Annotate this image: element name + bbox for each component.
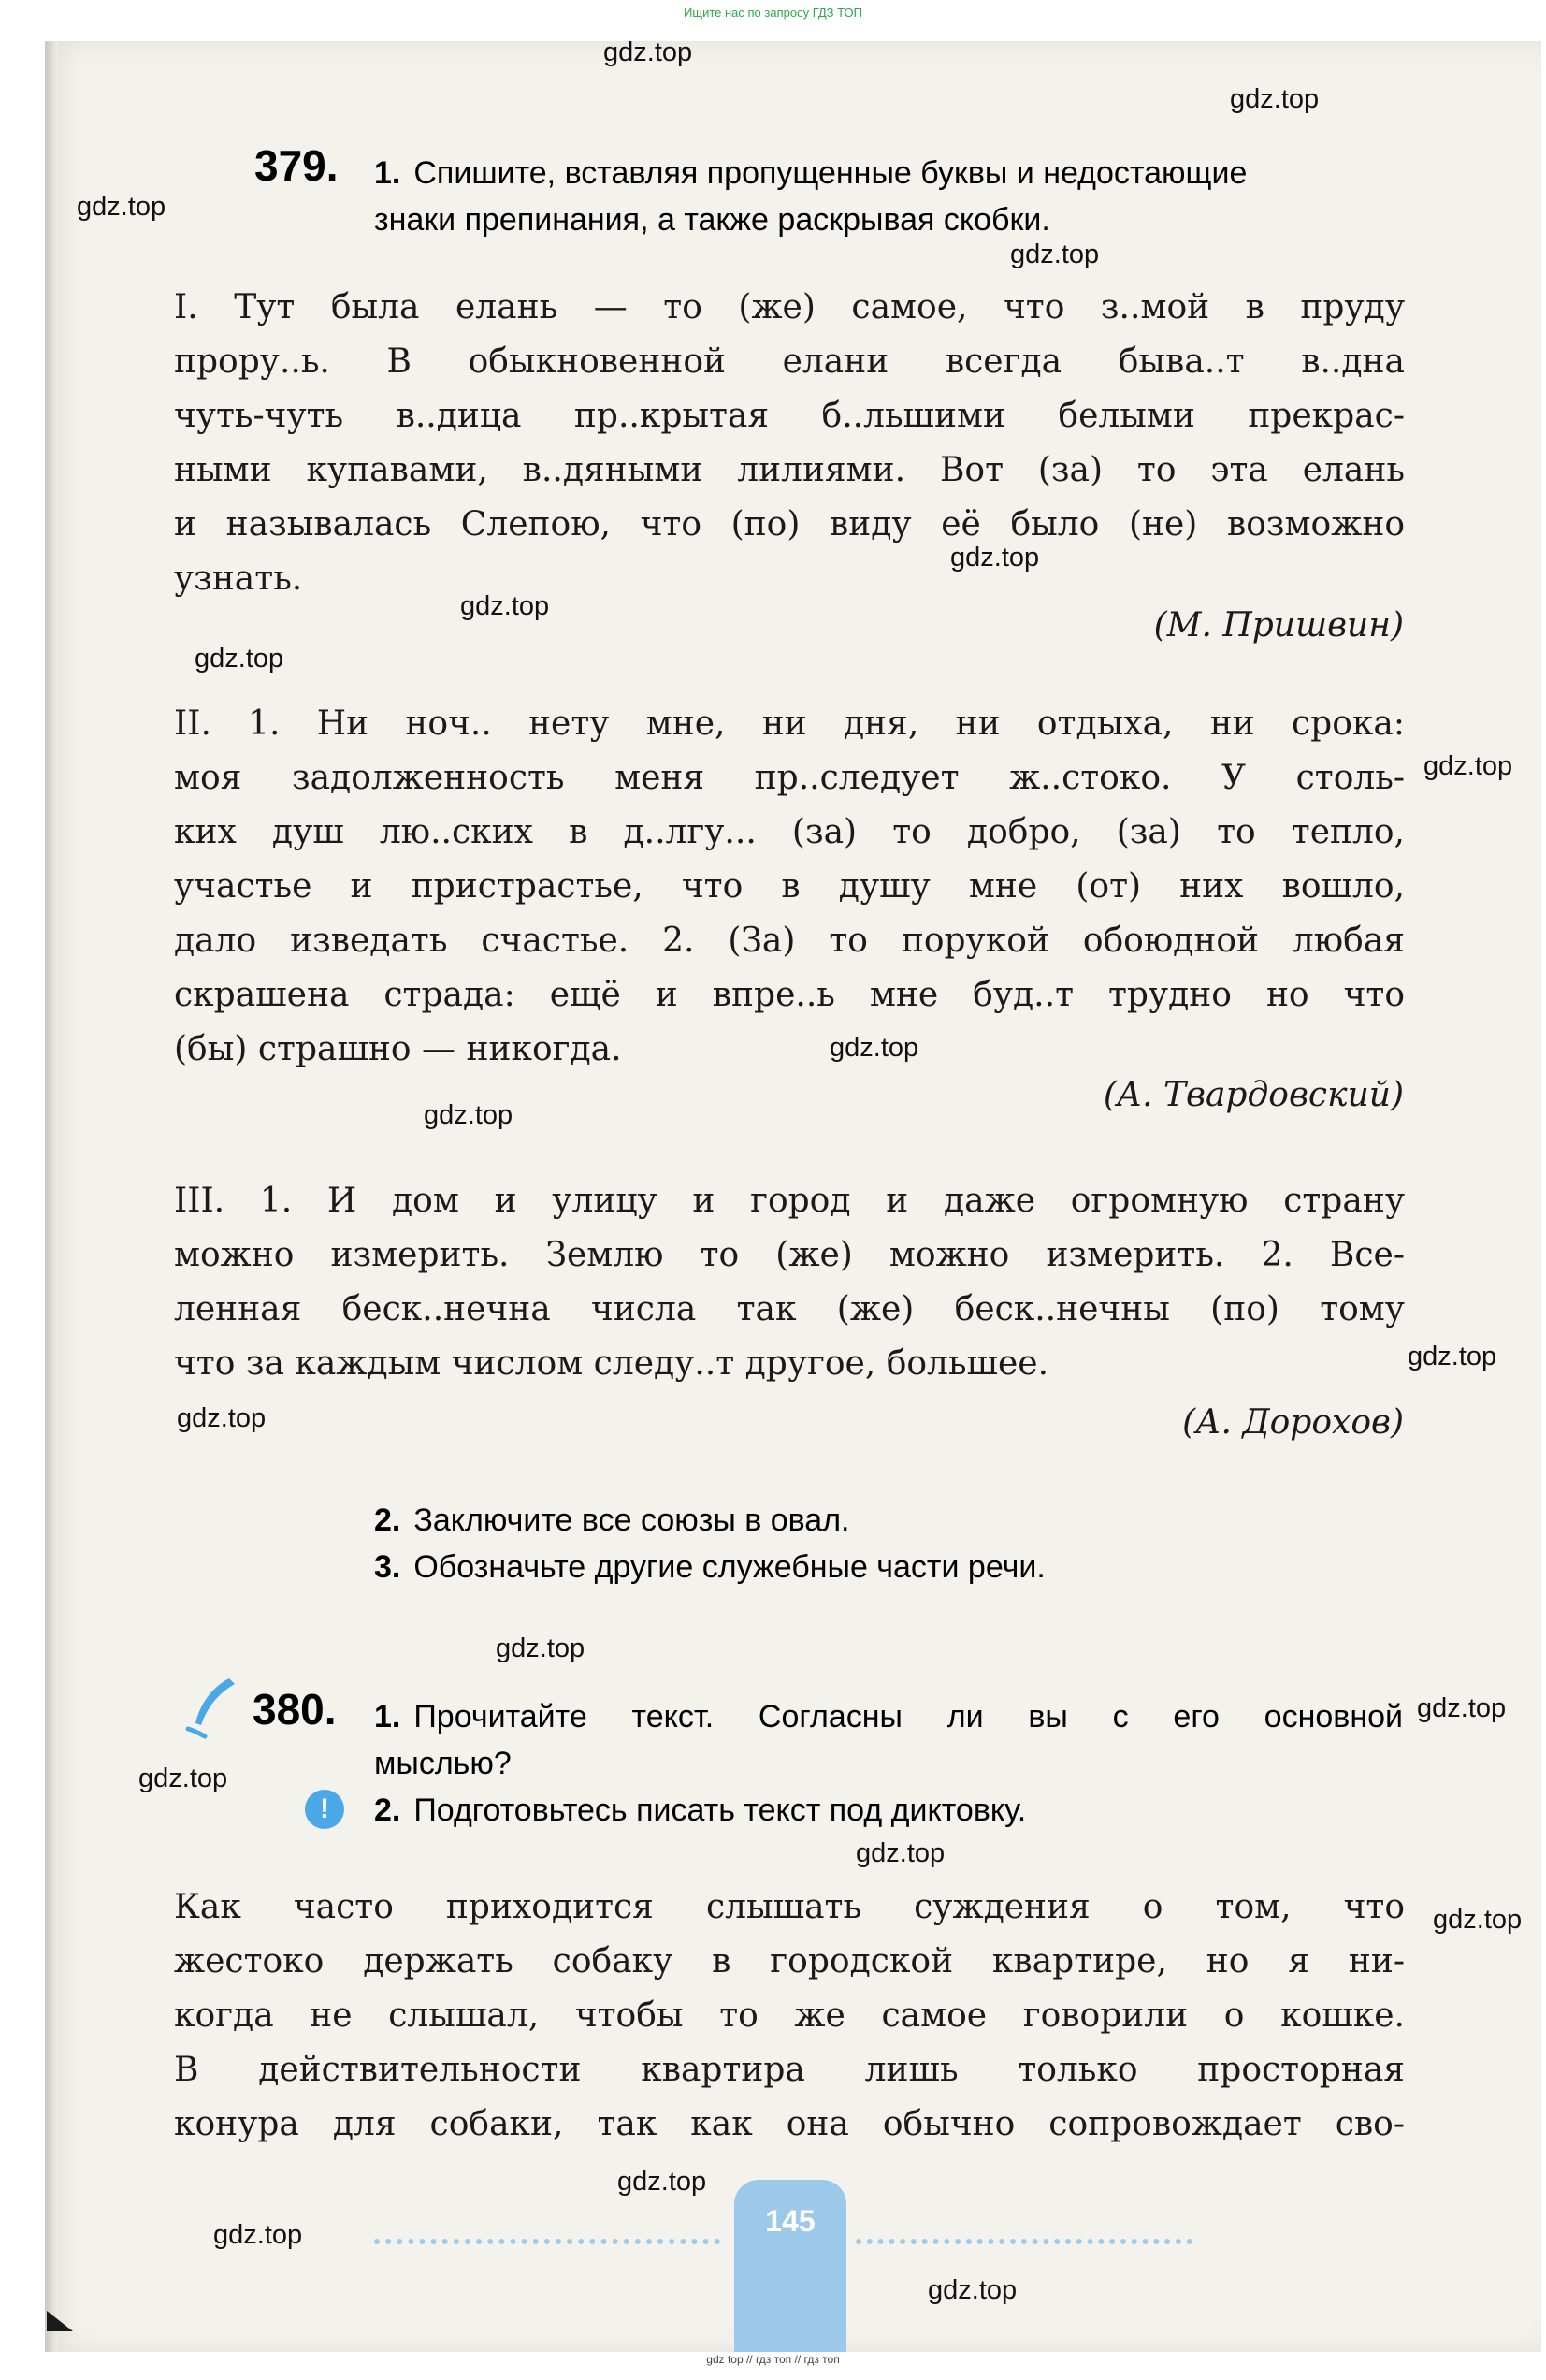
book-spine <box>45 41 58 2352</box>
watermark: gdz.top <box>1423 751 1513 781</box>
watermark: gdz.top <box>213 2220 303 2250</box>
watermark: gdz.top <box>1010 239 1100 269</box>
watermark: gdz.top <box>77 192 166 222</box>
text-line: III. 1. И дом и улицу и город и даже огромную страну <box>174 1182 1405 1220</box>
task-380-item-2 <box>374 1787 1440 1834</box>
text-line: что за каждым числом следу..т другое, большее. <box>174 1344 1049 1383</box>
watermark: gdz.top <box>1417 1693 1507 1723</box>
text-line: и называлась Слепою, что (по) виду её было (не) возможно <box>174 505 1405 544</box>
task-number-379: 379. <box>254 141 339 190</box>
watermark: gdz.top <box>1230 84 1320 114</box>
item-text: Заключите все союзы в овал. <box>413 1502 850 1538</box>
text-line: I. Тут была елань — то (же) самое, что з..мой в пруду <box>174 288 1405 327</box>
watermark: gdz.top <box>138 1763 228 1793</box>
item-number: 2. <box>374 1502 401 1538</box>
text-line: жестоко держать собаку в городской квартире, но я ни- <box>174 1942 1405 1981</box>
watermark: gdz.top <box>617 2167 707 2197</box>
item-number: 1. <box>374 155 401 191</box>
item-text: Обозначьте другие служебные части речи. <box>413 1549 1046 1585</box>
watermark: gdz.top <box>830 1033 919 1063</box>
author-prishvin: (М. Пришвин) <box>1153 606 1404 645</box>
footer-dotted-line-right <box>856 2239 1192 2252</box>
footer-dotted-line-left <box>374 2239 720 2252</box>
text-line: можно измерить. Землю то (же) можно измерить. 2. Все- <box>174 1236 1405 1274</box>
item-text: Прочитайте текст. Согласны ли вы с его основной <box>413 1699 1403 1734</box>
task-379-item-2 <box>374 1497 1440 1544</box>
watermark: gdz.top <box>950 543 1040 573</box>
text-line: скрашена страда: ещё и впре..ь мне буд..т трудно но что <box>174 976 1405 1014</box>
corner-mark <box>47 2311 73 2331</box>
item-number: 2. <box>374 1792 401 1828</box>
text-line: моя задолженность меня пр..следует ж..стоко. У столь- <box>174 759 1405 797</box>
watermark: gdz.top <box>1408 1342 1497 1371</box>
bottom-note: gdz top // гдз топ // гдз топ <box>706 2353 840 2366</box>
task-379-item-1 <box>374 150 1440 196</box>
watermark: gdz.top <box>460 591 550 621</box>
author-tvardovsky: (А. Твардовский) <box>1103 1076 1404 1114</box>
text-line: прору..ь. В обыкновенной елани всегда быва..т в..дна <box>174 342 1405 381</box>
item-text: Подготовьтесь писать текст под диктовку. <box>413 1792 1027 1828</box>
alert-icon: ! <box>305 1790 344 1829</box>
text-line: ленная беск..нечна числа так (же) беск..нечны (по) тому <box>174 1290 1405 1328</box>
task-380-item-1-cont: мыслью? <box>374 1746 512 1781</box>
author-dorokhov: (А. Дорохов) <box>1182 1403 1404 1442</box>
page-number: 145 <box>734 2180 846 2352</box>
item-number: 1. <box>374 1699 401 1734</box>
text-line: конура для собаки, так как она обычно сопровождает сво- <box>174 2105 1405 2143</box>
watermark: gdz.top <box>195 644 284 674</box>
watermark: gdz.top <box>496 1633 585 1663</box>
text-line: дало изведать счастье. 2. (За) то порукой обоюдной любая <box>174 922 1405 960</box>
watermark: gdz.top <box>856 1838 946 1868</box>
watermark: gdz.top <box>177 1403 267 1433</box>
text-line: чуть-чуть в..дица пр..крытая б..льшими белыми прекрас- <box>174 397 1405 435</box>
item-number: 3. <box>374 1549 401 1585</box>
text-line: узнать. <box>174 559 303 598</box>
watermark: gdz.top <box>603 37 693 67</box>
task-380-item-1 <box>374 1693 1403 1740</box>
text-line: Как часто приходится слышать суждения о том, что <box>174 1888 1405 1926</box>
text-line: II. 1. Ни ноч.. нету мне, ни дня, ни отдыха, ни срока: <box>174 704 1405 743</box>
item-text: Спишите, вставляя пропущенные буквы и недостающие <box>413 155 1248 191</box>
text-line: участье и пристрастье, что в душу мне (от) них вошло, <box>174 867 1405 906</box>
pen-icon <box>182 1675 238 1740</box>
watermark: gdz.top <box>928 2275 1018 2305</box>
watermark: gdz.top <box>1433 1905 1523 1935</box>
watermark: gdz.top <box>424 1100 513 1130</box>
text-line: В действительности квартира лишь только просторная <box>174 2051 1405 2089</box>
text-line: (бы) страшно — никогда. <box>174 1030 622 1068</box>
task-number-380: 380. <box>253 1685 337 1734</box>
top-note: Ищите нас по запросу ГДЗ ТОП <box>684 6 862 20</box>
task-379-item-1-cont: знаки препинания, а также раскрывая скобки. <box>374 202 1050 238</box>
text-line: когда не слышал, чтобы то же самое говорили о кошке. <box>174 1996 1405 2035</box>
text-line: ких душ лю..ских в д..лгу... (за) то добро, (за) то тепло, <box>174 813 1405 851</box>
text-line: ными купавами, в..дяными лилиями. Вот (за) то эта елань <box>174 451 1405 489</box>
task-379-item-3 <box>374 1544 1440 1590</box>
